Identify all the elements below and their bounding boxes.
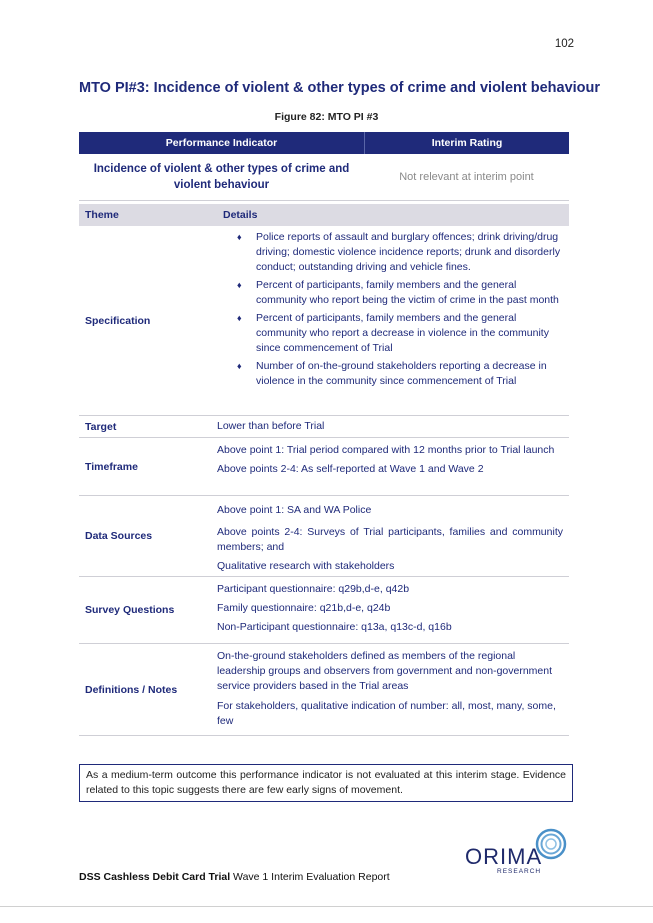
definitions-row xyxy=(79,644,569,736)
definition-line: For stakeholders, qualitative indication of number: all, most, many, some, few xyxy=(217,700,556,727)
specification-list xyxy=(217,230,563,389)
performance-indicator-table xyxy=(79,132,569,201)
diamond-bullet-icon: ♦ xyxy=(237,313,242,323)
page-number: 102 xyxy=(554,38,574,50)
data-source-line: Above point 1: SA and WA Police xyxy=(217,504,372,516)
timeframe-label: Timeframe xyxy=(85,460,138,473)
details-table-header xyxy=(79,204,569,226)
footer xyxy=(79,871,390,883)
definition-line: On-the-ground stakeholders defined as members of the regional leadership groups and observers from government and non-government service providers based in the Trial areas xyxy=(217,650,553,692)
list-item: ♦ Percent of participants, family members and the general community who report being the victim of crime in the past month xyxy=(237,279,559,306)
logo-subtitle: RESEARCH xyxy=(497,868,542,875)
pi-table-row xyxy=(79,154,569,201)
footer-report-name: DSS Cashless Debit Card Trial xyxy=(79,871,231,883)
survey-question-line: Participant questionnaire: q29b,d-e, q42b xyxy=(217,583,410,595)
indicator-name: Incidence of violent & other types of crime and violent behaviour xyxy=(93,163,350,191)
data-sources-label: Data Sources xyxy=(85,530,153,542)
survey-questions-label: Survey Questions xyxy=(85,604,175,616)
orima-logo xyxy=(465,828,570,880)
definitions-label: Definitions / Notes xyxy=(85,683,178,696)
interim-rating: Not relevant at interim point xyxy=(399,171,534,183)
data-source-line: Qualitative research with stakeholders xyxy=(217,560,395,572)
section-heading: MTO PI#3: Incidence of violent & other types of crime and violent behaviour xyxy=(79,80,601,96)
list-item: ♦ Number of on-the-ground stakeholders reporting a decrease in violence in the community since commencement of Trial xyxy=(237,360,547,387)
list-item: ♦ Percent of participants, family members and the general community who report a decrease in violence in the community since commencement of Trial xyxy=(237,312,549,354)
data-source-line: Above points 2-4: Surveys of Trial participants, families and community members; and xyxy=(217,526,563,553)
survey-question-line: Family questionnaire: q21b,d-e, q24b xyxy=(217,602,391,614)
specification-label: Specification xyxy=(85,314,151,327)
timeframe-line: Above points 2-4: As self-reported at Wave 1 and Wave 2 xyxy=(217,463,484,475)
logo-word: ORIMA xyxy=(465,844,543,869)
target-row xyxy=(79,416,569,438)
rating-col-header: Interim Rating xyxy=(431,137,503,149)
footer-report-suffix: Wave 1 Interim Evaluation Report xyxy=(230,871,390,883)
timeframe-row xyxy=(79,438,569,496)
survey-questions-row xyxy=(79,577,569,644)
data-sources-row xyxy=(79,496,569,577)
interim-note-box: As a medium-term outcome this performance indicator is not evaluated at this interim stage. Evidence related to this topic suggests there are few early signs of movement. xyxy=(79,764,573,802)
list-item: ♦ Police reports of assault and burglary offences; drink driving/drug driving; domestic violence incidence reports; drunk and disorderly conduct; outstanding driving and vehicle fines. xyxy=(237,231,561,273)
details-col-header: Details xyxy=(223,209,258,221)
diamond-bullet-icon: ♦ xyxy=(237,232,242,242)
theme-col-header: Theme xyxy=(85,209,119,221)
pi-col-header: Performance Indicator xyxy=(79,132,365,154)
pi-table-header xyxy=(79,132,569,154)
target-value: Lower than before Trial xyxy=(217,420,325,432)
specification-row xyxy=(79,226,569,416)
page-bottom-rule xyxy=(0,906,653,907)
figure-caption: Figure 82: MTO PI #3 xyxy=(274,111,379,123)
timeframe-line: Above point 1: Trial period compared with 12 months prior to Trial launch xyxy=(217,444,555,456)
survey-question-line: Non-Participant questionnaire: q13a, q13c-d, q16b xyxy=(217,621,452,633)
details-table xyxy=(79,204,569,736)
diamond-bullet-icon: ♦ xyxy=(237,280,242,290)
diamond-bullet-icon: ♦ xyxy=(237,361,242,371)
target-label: Target xyxy=(85,420,117,433)
